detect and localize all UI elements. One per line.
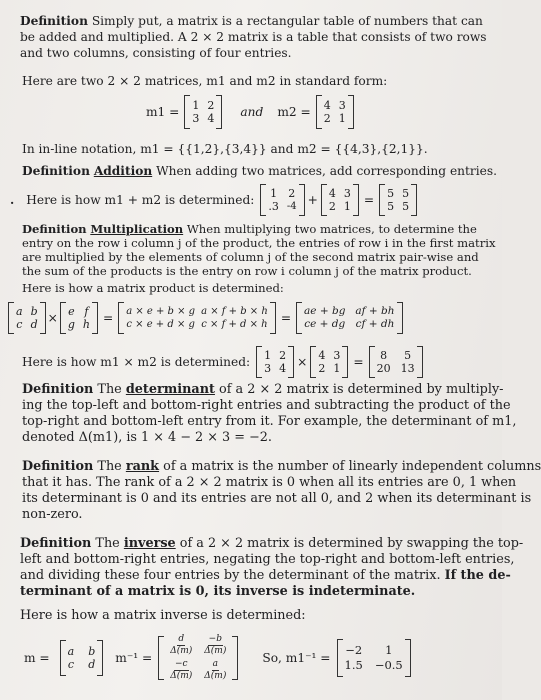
matrix-product-general: a b c d × e f g h = a × e + b × g a × f + b × h c × e + d × g c × f + d × h = ae + bg af + bh ce + dg cf + dh	[8, 302, 403, 334]
inverse-definition-line-1: Definition The inverse of a 2 × 2 matrix is determined by swapping the top-	[20, 536, 524, 551]
addition-how-label: Here is how m1 + m2 is determined:	[26, 192, 255, 207]
matrix-definition-line-3: and two columns, consisting of four entries.	[20, 46, 292, 60]
matrix-m1: 1 2 3 4	[184, 95, 222, 129]
m1-label: m1 =	[146, 104, 180, 119]
inverse-definition-line-3: and dividing these four entries by the determinant of the matrix. If the de-	[20, 568, 511, 583]
multiplication-definition-line-3: are multiplied by the elements of column j of the second matrix pair-wise and	[22, 250, 479, 264]
determinant-definition-line-1: Definition The determinant of a 2 × 2 matrix is determined by multiply-	[22, 382, 504, 397]
m-label: m =	[24, 650, 50, 665]
matrix-definition-line-2: be added and multiplied. A 2 × 2 matrix is a table that consists of two rows	[20, 30, 487, 44]
product-matrix-b: e f g h	[60, 302, 98, 334]
standard-form-intro: Here are two 2 × 2 matrices, m1 and m2 in standard form:	[22, 74, 388, 88]
determinant-keyword: determinant	[125, 382, 215, 397]
m-inverse-label: m⁻¹ =	[115, 650, 153, 665]
m2-label: m2 =	[277, 104, 311, 119]
product-m2: 4 3 2 1	[310, 346, 348, 378]
addition-matrix-a: 1 2 .3 -4	[260, 184, 304, 216]
multiplication-keyword: Multiplication	[90, 222, 184, 236]
addition-example: . Here is how m1 + m2 is determined: 1 2 .3 -4 + 4 3 2 1 = 5 5 5 5	[10, 184, 417, 216]
multiplication-definition-line-1: Definition Multiplication When multiplying two matrices, to determine the	[22, 222, 477, 236]
rank-definition-line-1: Definition The rank of a matrix is the number of linearly independent columns	[22, 459, 541, 474]
rank-keyword: rank	[125, 459, 160, 474]
addition-definition: Definition Addition When adding two matrices, add corresponding entries.	[22, 164, 497, 178]
inverse-definition-line-2: left and bottom-right entries, negating the top-right and bottom-left entries,	[20, 552, 515, 567]
rank-definition-line-2: that it has. The rank of a 2 × 2 matrix is 0 when all its entries are 0, 1 when	[22, 475, 517, 490]
m1-inverse-result: −2 1 1.5 −0.5	[337, 639, 411, 677]
rank-definition-line-4: non-zero.	[22, 507, 83, 522]
product-result-general: ae + bg af + bh ce + dg cf + dh	[296, 302, 403, 334]
inverse-fraction-matrix: $\frac{d}{\Delta(m)}$ $\frac{-b}{\Delta(m)}$ $\frac{-c}{\Delta(m)}$ $\frac{a}{\Delta(m)}$	[158, 634, 238, 682]
inverse-keyword: inverse	[123, 536, 176, 551]
standard-form-matrices	[146, 95, 354, 129]
rank-definition-line-3: its determinant is 0 and its entries are not all 0, and 2 when its determinant is	[22, 491, 532, 506]
and-label: and	[240, 104, 264, 119]
addition-matrix-b: 4 3 2 1	[321, 184, 359, 216]
matrix-m2: 4 3 2 1	[316, 95, 354, 129]
bullet: .	[10, 192, 15, 207]
inverse-definition-line-4: terminant of a matrix is 0, its inverse is indeterminate.	[20, 584, 416, 599]
inline-notation-line: In in-line notation, m1 = {{1,2},{3,4}} and m2 = {{4,3},{2,1}}.	[22, 142, 428, 156]
m1-inverse-label: So, m1⁻¹ =	[262, 650, 331, 665]
addition-keyword: Addition	[93, 164, 153, 178]
product-matrix-a: a b c d	[8, 302, 46, 334]
determinant-definition-line-3: top-right and bottom-left entry from it. For example, the determinant of m1,	[22, 414, 517, 429]
product-expanded: a × e + b × g a × f + b × h c × e + d × g c × f + d × h	[118, 302, 276, 334]
matrix-product-intro: Here is how a matrix product is determined:	[22, 281, 284, 295]
matrix-inverse-intro: Here is how a matrix inverse is determined:	[20, 608, 306, 623]
multiplication-definition-line-2: entry on the row i column j of the product, the entries of row i in the first matrix	[22, 236, 496, 250]
matrix-inverse-example	[24, 634, 411, 682]
addition-result: 5 5 5 5	[379, 184, 417, 216]
product-m1: 1 2 3 4	[256, 346, 294, 378]
product-result: 8 5 20 13	[369, 346, 423, 378]
matrix-definition-line-1	[20, 14, 483, 29]
m1-times-m2-example: Here is how m1 × m2 is determined: 1 2 3 4 × 4 3 2 1 = 8 5 20 13	[22, 346, 423, 378]
definition-text: Simply put, a matrix is a rectangular table of numbers that can	[91, 14, 483, 28]
definition-term: Definition	[20, 14, 88, 28]
product-how-label: Here is how m1 × m2 is determined:	[22, 354, 251, 369]
determinant-definition-line-2: ing the top-left and bottom-right entries and subtracting the product of the	[22, 398, 511, 413]
inverse-matrix-m: a b c d	[60, 640, 104, 676]
determinant-definition-line-4: denoted Δ(m1), is 1 × 4 − 2 × 3 = −2.	[22, 430, 272, 445]
multiplication-definition-line-4: the sum of the products is the entry on row i column j of the matrix product.	[22, 264, 472, 278]
